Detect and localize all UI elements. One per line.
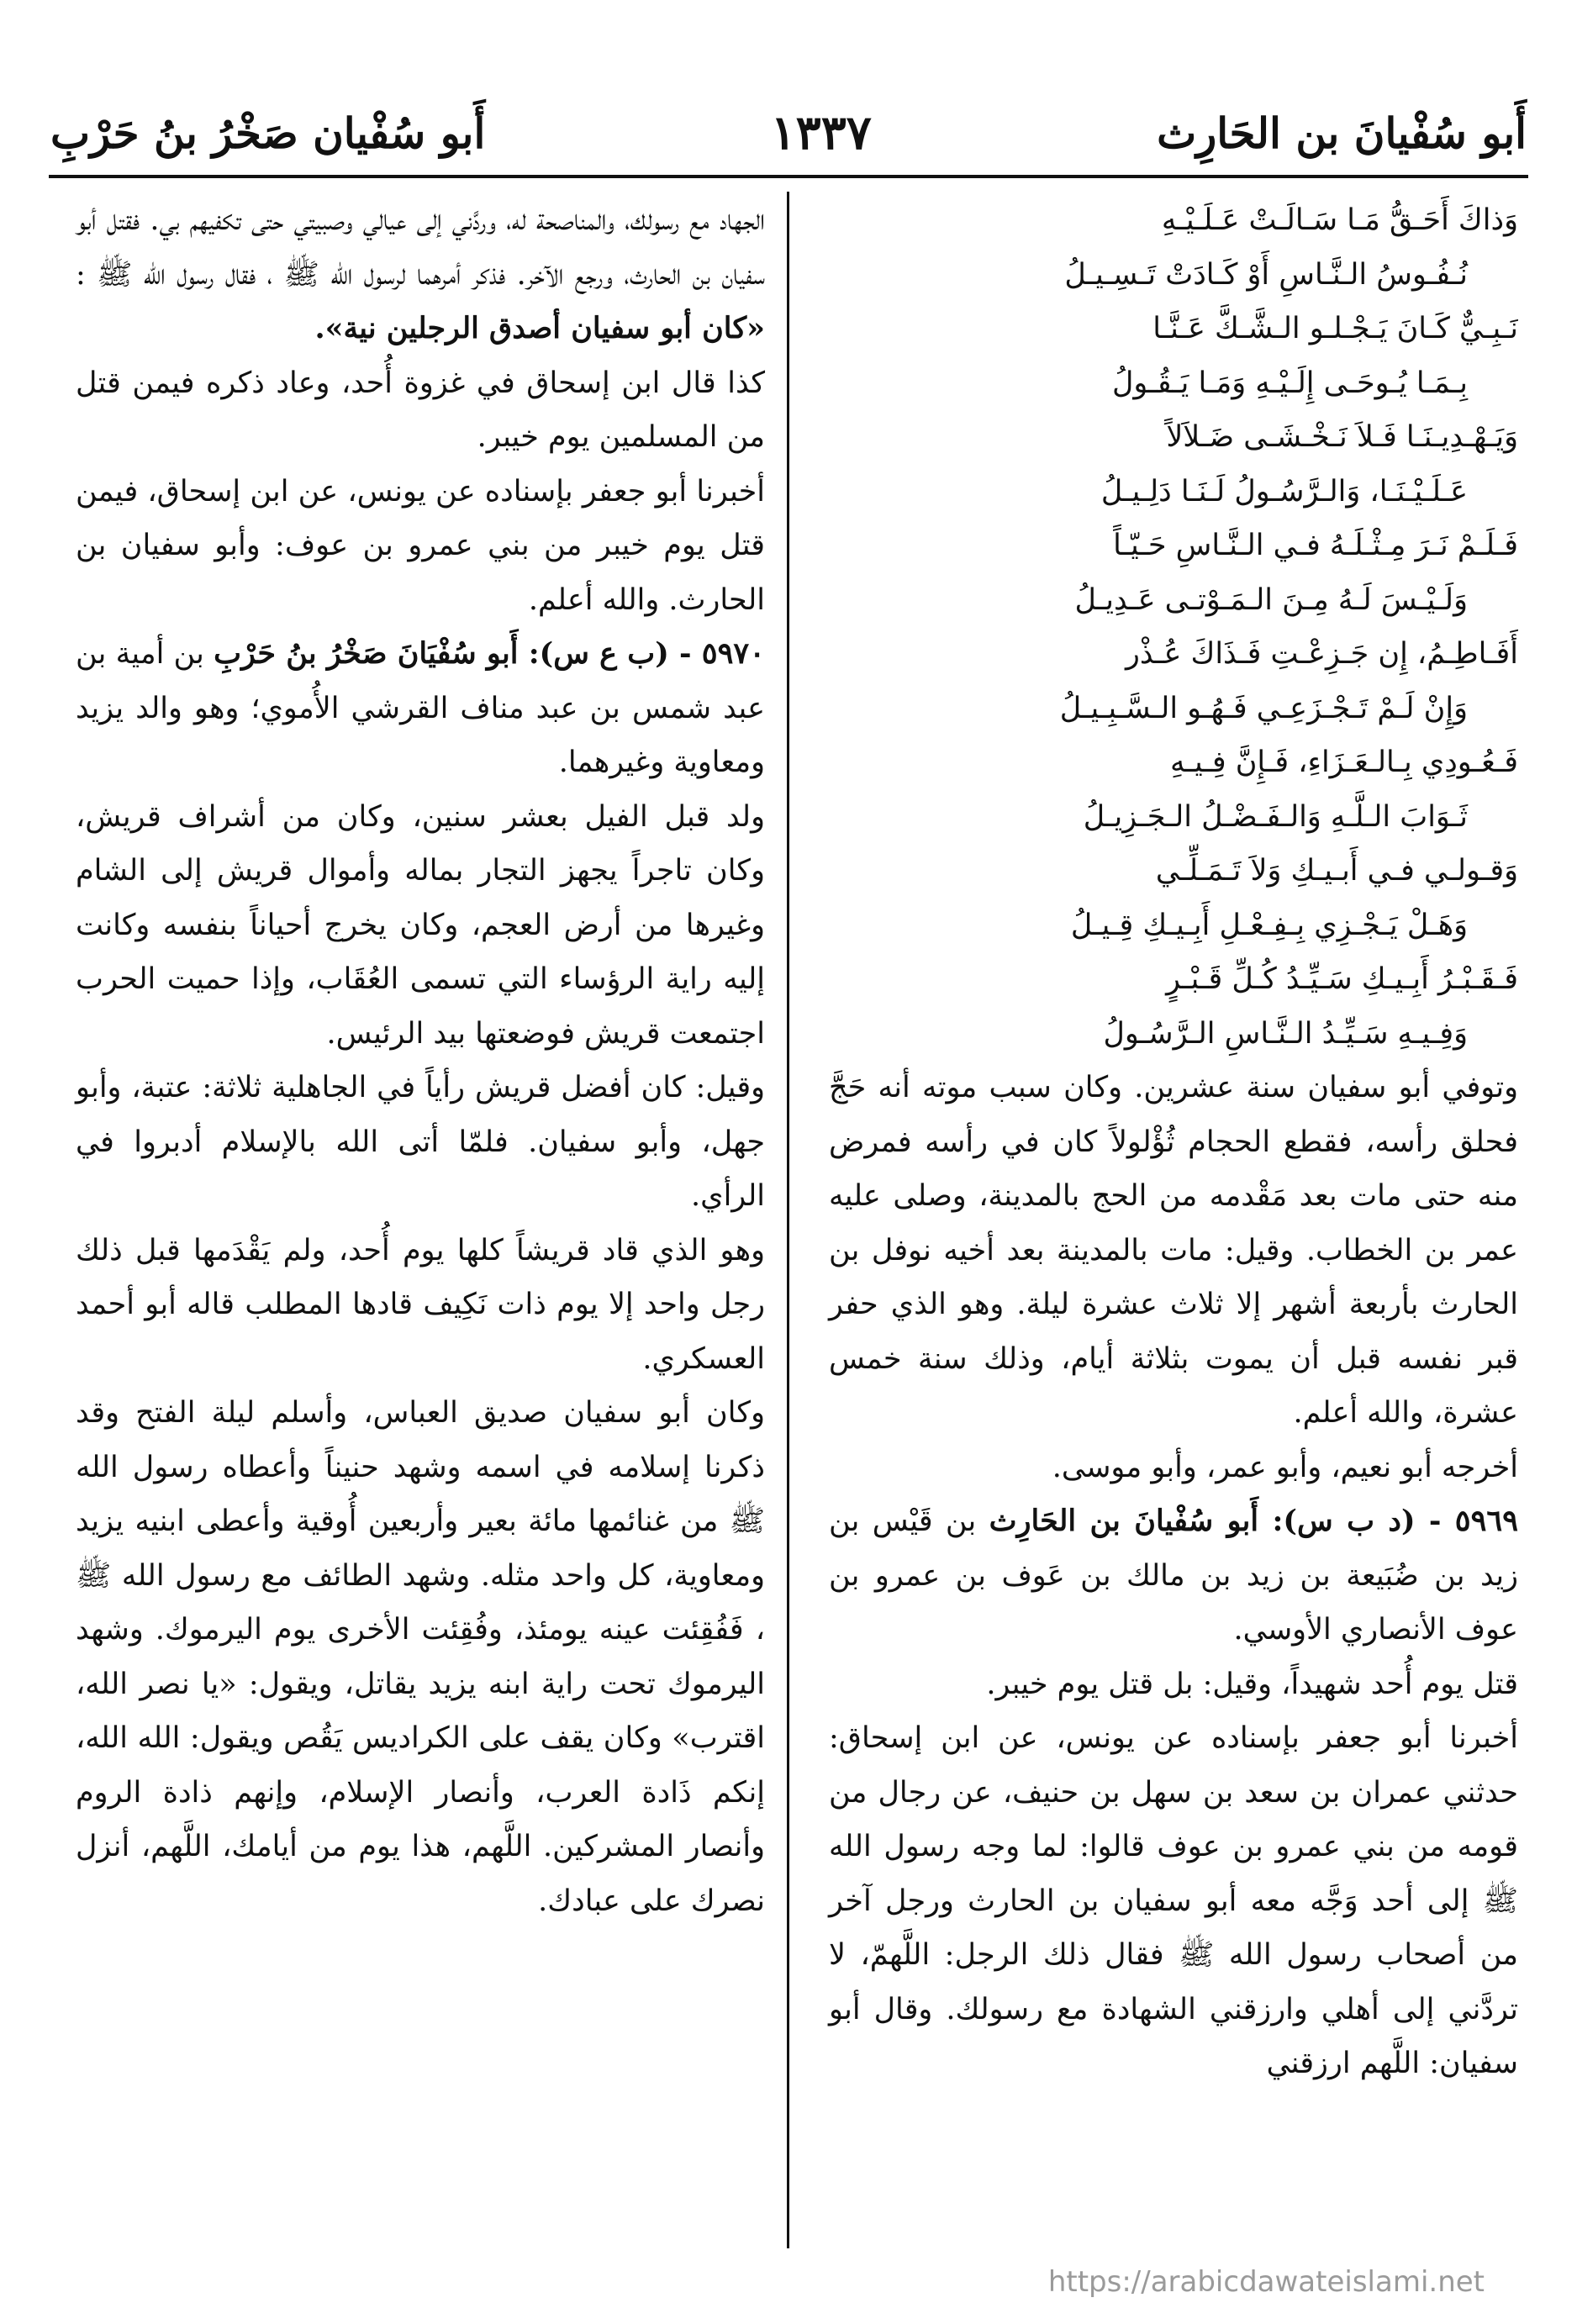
right-running-title: أَبو سُفْيانَ بن الحَارِث [1157, 108, 1527, 158]
paragraph: وهو الذي قاد قريشاً كلها يوم أُحد، ولم يَقْدَمها قبل ذلك رجل واحد إلا يوم ذات نَكِيف قادها المطلب قاله أبو أحمد العسكري. [76, 1233, 765, 1376]
poem-line: فَـلَـمْ نَـرَ مِـثْـلَـهُ فـي الـنَّـاسِ حَـيّـاً [1113, 529, 1518, 562]
paragraph-text: الجهاد مع رسولك، والمناصحة له، وردَّني إلى عيالي وصبيتي حتى تكفيهم بي. فقتل أبو سفيان بن الحارث، ورجع الآخر. فذكر أمرهما لرسول الله ﷺ ، فقال رسول الله ﷺ : [76, 203, 765, 292]
paragraph: كذا قال ابن إسحاق في غزوة أُحد، وعاد ذكره فيمن قتل من المسلمين يوم خيبر. [76, 366, 765, 454]
poem-line: وَهَـلْ يَـجْـزِي بِـفِـعْـلِ أَبِـيـكِ قِـيـلُ [1070, 908, 1468, 942]
paragraph [76, 193, 765, 356]
poem-line: وَلَـيْـسَ لَـهُ مِـنَ الـمَـوْتـى عَـدِيـلُ [1074, 582, 1468, 617]
paragraph: أخبرنا أبو جعفر بإسناده عن يونس، عن ابن إسحاق، فيمن قتل يوم خيبر من بني عمرو بن عوف: وأبو سفيان بن الحارث. والله أعلم. [76, 474, 765, 617]
paragraph: وكان أبو سفيان صديق العباس، وأسلم ليلة الفتح وقد ذكرنا إسلامه في اسمه وشهد حنيناً وأعطاه رسول الله ﷺ من غنائمها مائة بعير وأربعين أُوقية وأعطى ابنيه يزيد ومعاوية، كل واحد مثله. وشهد الطائف مع رسول الله ﷺ ، فَفُقِئت عينه يومئذ، وفُقِئت الأخرى يوم اليرموك. وشهد اليرموك تحت راية ابنه يزيد يقاتل، ويقول: «يا نصر الله، اقترب» وكان يقف على الكراديس يَقُص ويقول: الله الله، إنكم ذَادة العرب، وأنصار الإسلام، وإنهم ذادة الروم وأنصار المشركين. اللَّهم، هذا يوم من أيامك، اللَّهم، أنزل نصرك على عبادك. [76, 1396, 765, 1918]
poem-line: نَـبِـيٌّ كَـانَ يَـجْـلـو الـشَّـكَّ عَـنَّـا [1152, 312, 1518, 345]
entry-text: بن قَيْس بن زيد بن ضُبَيعة بن زيد بن مالك بن عَوف بن عمرو بن عوف الأنصاري الأوسي. [829, 1505, 1518, 1647]
entry-heading: ٥٩٧٠ - (ب ع س): أَبو سُفْيَانَ صَخْرُ بنُ حَرْبِ [214, 636, 765, 671]
page-header [50, 99, 1527, 166]
poem-line: وَيَـهْـدِيـنَـا فَـلاَ نَـخْـشَـى ضَـلاَلاً [1166, 420, 1518, 454]
poem-line: نُـفُـوسُ الـنَّـاسِ أَوْ كَـادَتْ تَـسِـيـلُ [1064, 257, 1468, 292]
paragraph: وقيل: كان أفضل قريش رأياً في الجاهلية ثلاثة: عتبة، وأبو جهل، وأبو سفيان. فلمّا أتى الله بالإسلام أدبروا في الرأي. [76, 1071, 765, 1213]
header-rule [49, 175, 1528, 178]
paragraph: أخرجه أبو نعيم، وأبو عمر، وأبو موسى. [1052, 1450, 1518, 1484]
poem-line: عَـلَـيْـنَـا، وَالـرَّسُـولُ لَـنَـا دَلِـيـلُ [1100, 474, 1468, 509]
entry-heading: ٥٩٦٩ - (د ب س): أَبو سُفْيانَ بن الحَارِث [989, 1504, 1518, 1538]
watermark-url: https://arabicdawateislami.net [1047, 2265, 1485, 2299]
entry-5970 [76, 627, 765, 790]
page-number: ١٣٣٧ [770, 105, 872, 161]
right-column [829, 193, 1518, 2091]
paragraph: وتوفي أبو سفيان سنة عشرين. وكان سبب موته أنه حَجَّ فحلق رأسه، فقطع الحجام ثُؤْلولاً كان في رأسه فمرض منه حتى مات بعد مَقْدمه من الحج بالمدينة، وصلى عليه عمر بن الخطاب. وقيل: مات بالمدينة بعد أخيه نوفل بن الحارث بأربعة أشهر إلا ثلاث عشرة ليلة. وهو الذي حفر قبر نفسه قبل أن يموت بثلاثة أيام، وذلك سنة خمس عشرة، والله أعلم. [829, 1071, 1518, 1430]
paragraph: أخبرنا أبو جعفر بإسناده عن يونس، عن ابن إسحاق: حدثني عمران بن سعد بن سهل بن حنيف، عن رجال من قومه من بني عمرو بن عوف قالوا: لما وجه رسول الله ﷺ إلى أحد وَجَّه معه أبو سفيان بن الحارث ورجل آخر من أصحاب رسول الله ﷺ فقال ذلك الرجل: اللَّهمّ، لا تردَّني إلى أهلي وارزقني الشهادة مع رسولك. وقال أبو سفيان: اللَّهم ارزقني [829, 1721, 1518, 2080]
poem-line: ثَـوَابَ الـلَّـهِ وَالـفَـضْـلُ الـجَـزِيـلُ [1083, 799, 1468, 834]
poem-line: فَـعُـودِي بِـالـعَـزَاءِ، فَـإِنَّ فِـيـهِ [1170, 746, 1518, 779]
poem-line: وَقـولـي فـي أَبـيـكِ وَلاَ تَـمَـلِّـي [1155, 854, 1518, 888]
poem-line: وَذاكَ أَحَـقُّ مَـا سَـالَـتْ عَـلَـيْـهِ [1161, 203, 1518, 237]
poem-line: وَإِنْ لَـمْ تَـجْـزَعِـي فَـهُـو الـسَّـبِـيـلُ [1059, 691, 1468, 725]
entry-text: بن أمية بن عبد شمس بن عبد مناف القرشي الأُموي؛ وهو والد يزيد ومعاوية وغيرهما. [76, 637, 765, 779]
hadith-quote: «كان أبو سفيان أصدق الرجلين نية». [314, 311, 765, 345]
paragraph: ولد قبل الفيل بعشر سنين، وكان من أشراف قريش، وكان تاجراً يجهز التجار بماله وأموال قريش إلى الشام وغيرها من أرض العجم، وكان يخرج أحياناً بنفسه وكانت إليه راية الرؤساء التي تسمى العُقَاب، وإذا حميت الحرب اجتمعت قريش فوضعتها بيد الرئيس. [76, 799, 765, 1051]
left-column [76, 193, 765, 1928]
entry-5969 [829, 1494, 1518, 1657]
poem [829, 193, 1518, 1061]
poem-line: وَفِـيـهِ سَـيِّـدُ الـنَّـاسِ الـرَّسُـولُ [1103, 1016, 1468, 1051]
paragraph: قتل يوم أُحد شهيداً، وقيل: بل قتل يوم خيبر. [986, 1667, 1518, 1701]
poem-line: أَفَـاطِـمُ، إِن جَـزِعْـتِ فَـذَاكَ عُـذْر [1125, 637, 1518, 671]
poem-line: فَـقَـبْـرُ أَبِـيـكِ سَـيِّـدُ كُـلِّ قَـبْـرٍ [1166, 962, 1518, 996]
left-running-title: أَبو سُفْيان صَخْرُ بنُ حَرْبِ [50, 108, 486, 158]
column-divider [787, 192, 789, 2248]
poem-line: بِـمَـا يُـوحَـى إِلَـيْـهِ وَمَـا يَـقُـولُ [1111, 366, 1468, 400]
